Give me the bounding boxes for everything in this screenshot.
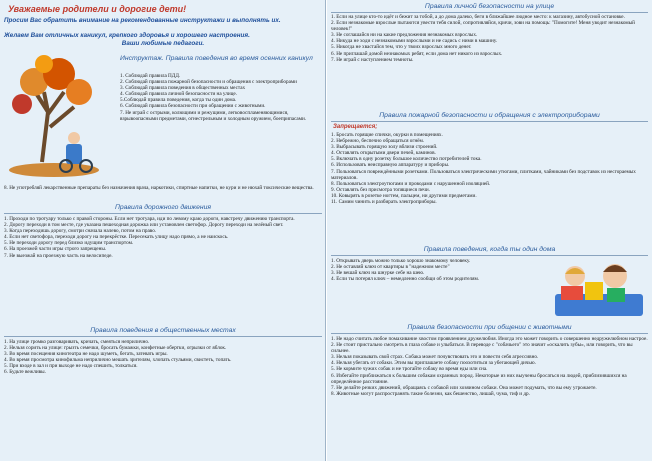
list-item: 6. На проезжей части игры строго запрещены. bbox=[4, 246, 107, 253]
list-item: 1. Проходи по тротуару только с правой стороны. Если нет тротуара, иди по левому краю дороги, навстречу движению транспорта. bbox=[4, 216, 295, 222]
street-safety-title: Правила личной безопасности на улице bbox=[424, 3, 555, 10]
forbidden-heading: Запрещается; bbox=[333, 124, 378, 130]
list-item: 4. Оставлять открытыми двери печей, каминов. bbox=[331, 150, 436, 157]
animals-safety-list bbox=[331, 336, 648, 397]
fire-safety-list bbox=[331, 132, 648, 205]
children-reading-illustration bbox=[551, 254, 647, 320]
road-rules-title: Правила дорожного движения bbox=[114, 204, 212, 211]
list-item: 2. Если незнакомые взрослые пытаются увести тебя силой, сопротивляйся, кричи, зови на помощь: "Помогите! Меня уводит незнакомый человек!" bbox=[331, 20, 635, 33]
fire-safety-title: Правила пожарной безопасности и обращения с электроприборами bbox=[379, 112, 600, 119]
public-places-list bbox=[4, 339, 322, 376]
list-item: 1. Не надо считать любое помахивание хвостом проявлением дружелюбия. Иногда это может говорить о совершенно недружелюбном настрое. bbox=[331, 336, 648, 342]
list-item: 4. Соблюдай правила личной безопасности на улице. bbox=[120, 91, 238, 98]
instruction-list bbox=[120, 73, 322, 122]
wish-text: Желаем Вам отличных каникул, крепкого здоровья и хорошего настроения. bbox=[4, 32, 250, 39]
list-item: 5. Не кормите чужих собак и не трогайте собаку во время еды или сна. bbox=[331, 366, 488, 373]
list-item: 6. Соблюдай правила безопасности при обращении с животными. bbox=[120, 103, 266, 110]
list-item: 6. Использовать неисправную аппаратуру и приборы. bbox=[331, 162, 450, 169]
list-item: 3. Выбрасывать горящую золу вблизи строений. bbox=[331, 144, 438, 151]
list-item: 8. Животные могут распространять такие болезни, как бешенство, лишай, чума, тиф и др. bbox=[331, 390, 530, 397]
list-item: 6. Будьте вежливы. bbox=[4, 369, 46, 376]
divider bbox=[331, 12, 648, 13]
list-item: 4. Нельзя убегать от собаки. Этим вы приглашаете собаку поохотиться за убегающей дичью. bbox=[331, 360, 536, 367]
list-item: 5.Соблюдай правила поведения, когда ты один дома. bbox=[120, 97, 237, 104]
street-safety-list bbox=[331, 14, 648, 63]
instruction-title: Инструктаж. Правила поведения во время осенних каникул bbox=[120, 55, 313, 62]
list-item: 2. Не стоит пристально смотреть в глаза собаке и улыбаться. В переводе с "собачьего" это значит «оскалить зубы», или говорить, что вы сильнее. bbox=[331, 342, 633, 355]
divider bbox=[4, 336, 322, 337]
instruction-item-8: 8. Не употребляй лекарственные препараты без назначения врача, наркотики, спиртные напитки, не кури и не нюхай токсические вещества. bbox=[4, 185, 314, 191]
list-item: 7. Пользоваться повреждёнными розетками. Пользоваться электрическими утюгами, плитками, чайниками без подставок из несгораемых материалов. bbox=[331, 168, 636, 181]
list-item: 6. Не приглашай домой незнакомых ребят, если дома нет никого из взрослых. bbox=[331, 50, 503, 57]
animals-safety-title: Правила безопасности при общении с животными bbox=[407, 324, 572, 331]
list-item: 9. Оставлять без присмотра топящиеся печи. bbox=[331, 186, 430, 193]
list-item: 7. Не играй с острыми, колющими и режущими, легковоспламеняющимися, взрывоопасными предметами, огнестрельным и холодным оружием, боеприпасами. bbox=[120, 109, 307, 122]
home-alone-list bbox=[331, 258, 541, 282]
home-alone-title: Правила поведения, когда ты один дома bbox=[423, 246, 556, 253]
list-item: 3. Не вешай ключ на шнурке себе на шею. bbox=[331, 270, 425, 277]
list-item: 3. Соблюдай правила поведения в общественных местах bbox=[120, 85, 246, 92]
list-item: 1. На улице громко разговаривать, кричать, смеяться неприлично. bbox=[4, 339, 150, 345]
list-item: 4. Никуда не ходи с незнакомыми взрослыми и не садись с ними в машину. bbox=[331, 38, 498, 45]
list-item: 2. Небрежно, беспечно обращаться огнём. bbox=[331, 138, 425, 145]
list-item: 11. Самим чинить и разбирать электроприборы. bbox=[331, 199, 437, 206]
signature-text: Ваши любимые педагоги. bbox=[121, 40, 205, 47]
page-title: Уважаемые родители и дорогие дети! bbox=[8, 4, 187, 14]
list-item: 3. Во время посещения кинотеатра не надо шуметь, бегать, затевать игры. bbox=[4, 351, 168, 358]
intro-text: Просим Вас обратить внимание на рекомендованные инструктажи и выполнять их. bbox=[4, 17, 281, 24]
divider bbox=[4, 213, 322, 214]
list-item: 1. Если на улице кто-то идёт и бежит за тобой, а до дома далеко, беги в ближайшее людное место: к магазину, автобусной остановке. bbox=[331, 14, 625, 20]
list-item: 4. Если нет светофора, переходи дорогу на перекрёстке. Пересекать улицу надо прямо, а не наискось. bbox=[4, 234, 229, 241]
list-item: 10. Ковырять в розетке ногтем, пальцем, ни другими предметами. bbox=[331, 192, 477, 199]
list-item: 2. Нельзя сорить на улице: грызть семечки, бросать бумажки, конфетные обертки, огрызки от яблок. bbox=[4, 345, 227, 352]
right-page bbox=[327, 0, 652, 461]
list-item: 6. Избегайте приближаться к большим собакам охранных пород. Некоторые из них выучены бросаться на людей, приблизившихся на определённое расстояние. bbox=[331, 372, 627, 385]
list-item: 5. Не переходи дорогу перед близко идущим транспортом. bbox=[4, 240, 134, 247]
divider bbox=[331, 121, 648, 122]
list-item: 3. Не соглашайся ни на какие предложения незнакомых взрослых. bbox=[331, 32, 478, 39]
road-rules-list bbox=[4, 216, 322, 259]
autumn-boy-illustration bbox=[4, 52, 112, 180]
list-item: 1. Бросать горящие спички, окурки в помещениях. bbox=[331, 132, 443, 138]
list-item: 4. Если ты потерял ключ – немедленно сообщи об этом родителям. bbox=[331, 276, 480, 283]
list-item: 2. Соблюдай правила пожарной безопасности и обращения с электроприборами bbox=[120, 79, 297, 86]
list-item: 2. Дорогу переходи в том месте, где указана пешеходная дорожка или установлен светофор. Дорогу переходи на зелёный свет. bbox=[4, 222, 284, 229]
list-item: 3. Нельзя показывать свой страх. Собака может почувствовать это и повести себя агрессивно. bbox=[331, 354, 539, 361]
list-item: 5. Включать в одну розетку большое количество потребителей тока. bbox=[331, 156, 482, 163]
list-item: 7. Не играй с наступлением темноты. bbox=[331, 56, 414, 63]
list-item: 5. При входе в зал и при выходе не надо спешить, толкаться. bbox=[4, 363, 138, 370]
divider bbox=[331, 333, 648, 334]
list-item: 1. Соблюдай правила ПДД. bbox=[120, 73, 181, 79]
list-item: 8. Пользоваться электроутюгами и проводами с нарушенной изоляцией. bbox=[331, 180, 491, 187]
list-item: 2. Не оставляй ключ от квартиры в "надежном месте" bbox=[331, 264, 450, 271]
list-item: 4. Во время просмотра кинофильма неприлично мешать зрителям, хлопать стульями, свистеть, топать. bbox=[4, 357, 232, 364]
list-item: 5. Никогда не хвастайся тем, что у твоих взрослых много денег. bbox=[331, 44, 472, 51]
public-places-title: Правила поведения в общественных местах bbox=[90, 327, 236, 334]
list-item: 7. Не делайте резких движений, обращаясь с собакой или хозяином собаки. Она может подумать, что вы ему угрожаете. bbox=[331, 384, 597, 391]
list-item: 1. Открывать дверь можно только хорошо знакомому человеку. bbox=[331, 258, 471, 264]
list-item: 7. Не выезжай на проезжую часть на велосипеде. bbox=[4, 252, 113, 259]
list-item: 3. Когда переходишь дорогу, смотри сначала налево, потом на право. bbox=[4, 228, 157, 235]
